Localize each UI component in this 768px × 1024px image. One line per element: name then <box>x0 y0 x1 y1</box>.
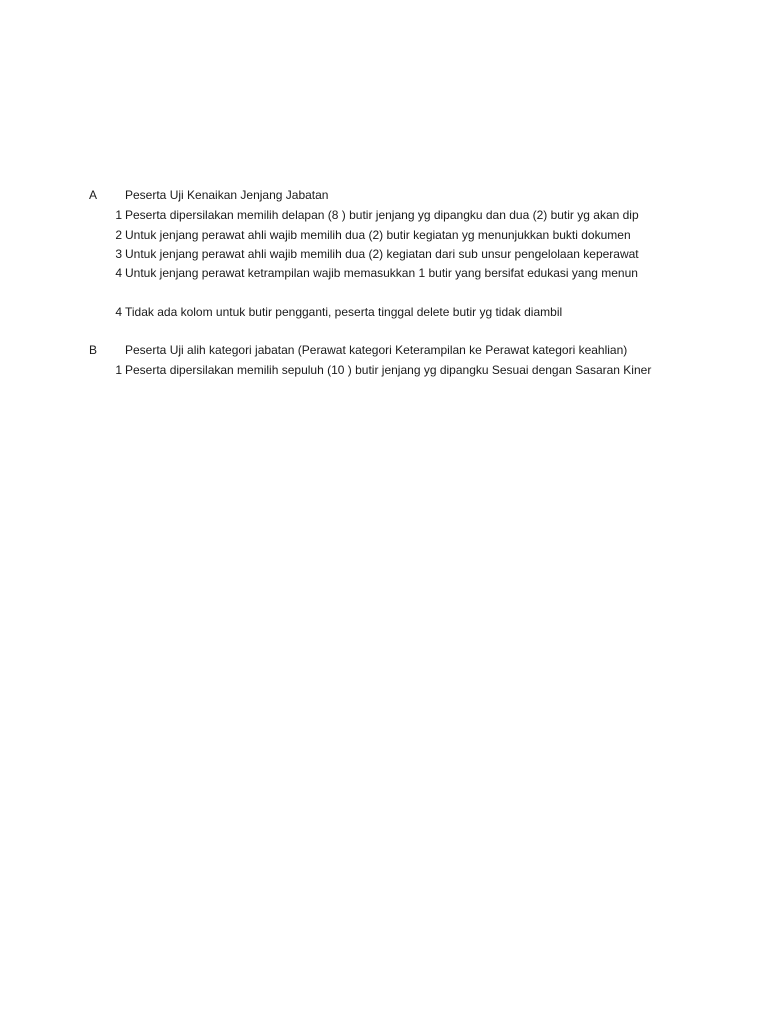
item-number: 1 <box>115 363 122 377</box>
item-number: 3 <box>115 247 122 261</box>
section-b-item-row <box>0 360 668 380</box>
item-number: 1 <box>115 208 122 222</box>
section-heading: Peserta Uji Kenaikan Jenjang Jabatan <box>125 188 329 202</box>
section-letter: A <box>89 188 98 202</box>
item-text: Untuk jenjang perawat ahli wajib memilih dua (2) kegiatan dari sub unsur pengelolaan keperawat <box>125 247 639 261</box>
section-a-item-row <box>0 244 668 264</box>
section-a-note-row <box>0 302 668 322</box>
section-heading: Peserta Uji alih kategori jabatan (Perawat kategori Keterampilan ke Perawat kategori keahlian) <box>125 343 628 357</box>
note-text: Tidak ada kolom untuk butir pengganti, peserta tinggal delete butir yg tidak diambil <box>125 305 563 319</box>
item-text: Untuk jenjang perawat ahli wajib memilih dua (2) butir kegiatan yg menunjukkan bukti dokumen <box>125 228 631 242</box>
item-number: 4 <box>115 266 122 280</box>
item-number: 4 <box>115 305 122 319</box>
item-number: 2 <box>115 228 122 242</box>
section-a-item-row <box>0 263 668 283</box>
section-a-heading-row <box>0 185 668 205</box>
item-text: Untuk jenjang perawat ketrampilan wajib memasukkan 1 butir yang bersifat edukasi yang menun <box>125 266 638 280</box>
section-a-item-row <box>0 225 668 245</box>
item-text: Peserta dipersilakan memilih sepuluh (10 ) butir jenjang yg dipangku Sesuai dengan Sasaran Kiner <box>125 363 652 377</box>
section-letter: B <box>89 343 98 357</box>
section-a-item-row <box>0 205 668 225</box>
section-b-heading-row <box>0 340 668 360</box>
item-text: Peserta dipersilakan memilih delapan (8 ) butir jenjang yg dipangku dan dua (2) butir yg akan dip <box>125 208 639 222</box>
